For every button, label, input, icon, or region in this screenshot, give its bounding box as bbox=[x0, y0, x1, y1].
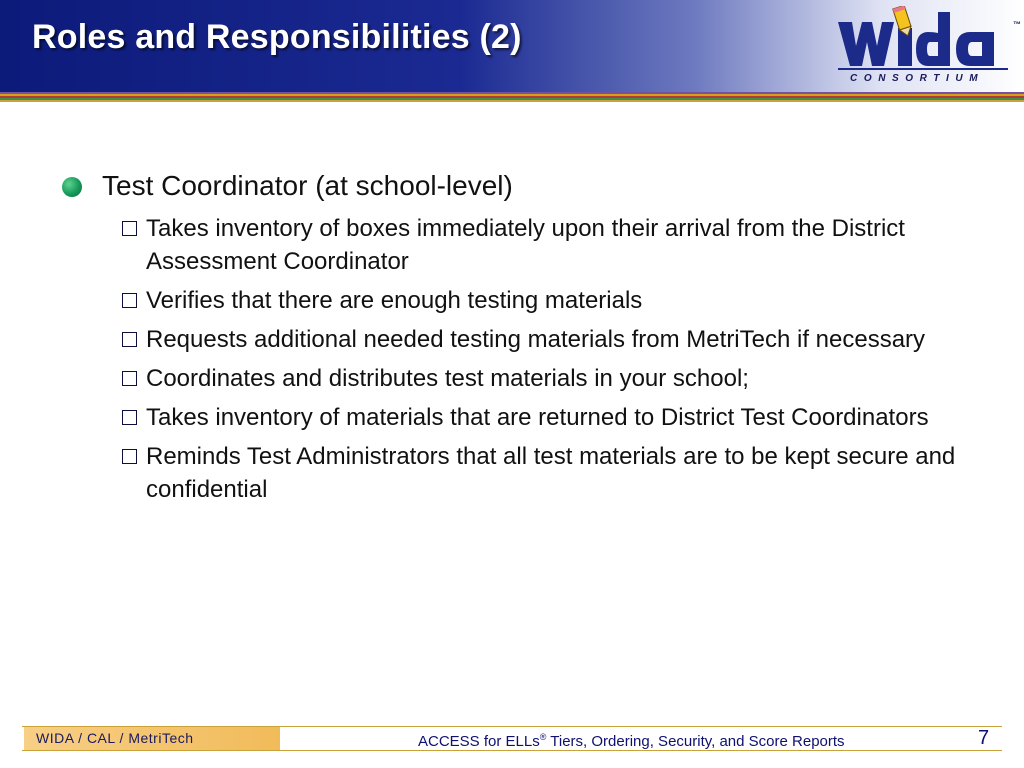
square-bullet-icon bbox=[122, 449, 137, 464]
page-number: 7 bbox=[978, 727, 990, 749]
square-bullet-icon bbox=[122, 410, 137, 425]
square-bullet-icon bbox=[122, 293, 137, 308]
green-bullet-icon bbox=[62, 177, 82, 197]
sub-bullet bbox=[122, 440, 982, 506]
footer-org-label: WIDA / CAL / MetriTech bbox=[24, 727, 280, 750]
main-bullet bbox=[62, 168, 982, 204]
main-bullet-text: Test Coordinator (at school-level) bbox=[102, 170, 513, 201]
square-bullet-icon bbox=[122, 221, 137, 236]
sub-bullet bbox=[122, 323, 982, 356]
registered-mark: ® bbox=[539, 732, 547, 742]
logo-subtitle: CONSORTIUM bbox=[850, 73, 985, 84]
square-bullet-icon bbox=[122, 332, 137, 347]
sub-bullet bbox=[122, 212, 982, 278]
footer-title-prefix: ACCESS for ELLs bbox=[418, 733, 540, 750]
wida-logo bbox=[832, 6, 1022, 90]
slide-title: Roles and Responsibilities (2) bbox=[32, 18, 522, 56]
sub-bullet-text: Verifies that there are enough testing materials bbox=[146, 287, 643, 314]
sub-bullet-text: Coordinates and distributes test materials in your school; bbox=[146, 365, 749, 392]
sub-bullet bbox=[122, 284, 982, 317]
sub-bullet bbox=[122, 401, 982, 434]
slide-body bbox=[62, 168, 982, 512]
wida-logo-icon bbox=[832, 6, 1022, 76]
sub-bullet-text: Takes inventory of materials that are returned to District Test Coordinators bbox=[146, 404, 929, 431]
sub-bullet-text: Requests additional needed testing materials from MetriTech if necessary bbox=[146, 326, 926, 353]
footer-rule-bottom bbox=[22, 750, 1002, 751]
footer-title-suffix: Tiers, Ordering, Security, and Score Reports bbox=[546, 733, 845, 750]
trademark-label: ™ bbox=[1013, 20, 1021, 29]
sub-bullet-text: Reminds Test Administrators that all test materials are to be kept secure and confidential bbox=[146, 443, 956, 503]
sub-bullet-list bbox=[122, 212, 982, 506]
footer-title bbox=[418, 732, 845, 750]
header-stripes bbox=[0, 92, 1024, 104]
sub-bullet bbox=[122, 362, 982, 395]
square-bullet-icon bbox=[122, 371, 137, 386]
sub-bullet-text: Takes inventory of boxes immediately upon their arrival from the District Assessment Coordinator bbox=[146, 215, 905, 275]
